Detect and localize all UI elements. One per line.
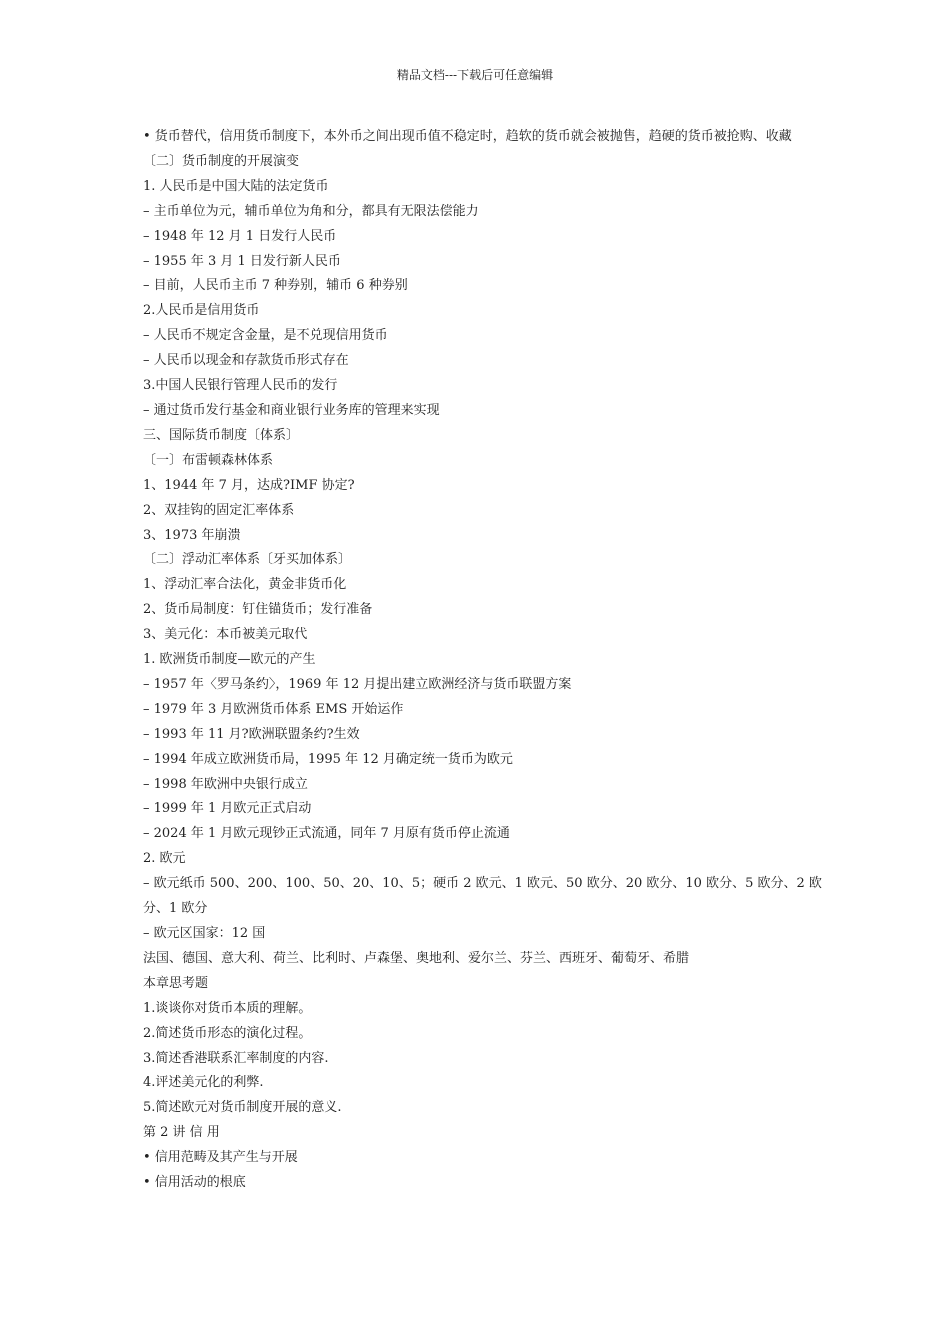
- document-body: [143, 125, 823, 1196]
- list-item: 2、双挂钩的固定汇率体系: [143, 502, 295, 518]
- list-item: 1、1944 年 7 月，达成?IMF 协定?: [143, 477, 355, 493]
- section-heading: 〔二〕货币制度的开展演变: [143, 153, 300, 169]
- list-item: – 人民币不规定含金量，是不兑现信用货币: [143, 328, 388, 344]
- list-item: 2.人民币是信用货币: [143, 303, 260, 319]
- section-heading: 本章思考题: [143, 975, 209, 991]
- list-item: – 人民币以现金和存款货币形式存在: [143, 353, 349, 369]
- list-item: 3、美元化：本币被美元取代: [143, 627, 308, 643]
- bullet-item: • 信用活动的根底: [143, 1175, 246, 1191]
- list-item: – 欧元区国家：12 国: [143, 926, 266, 941]
- list-item: – 1994 年成立欧洲货币局，1995 年 12 月确定统一货币为欧元: [143, 751, 513, 767]
- chapter-heading: 第 2 讲 信 用: [143, 1125, 220, 1141]
- list-item: – 1999 年 1 月欧元正式启动: [143, 801, 312, 817]
- section-heading: 三、国际货币制度〔体系〕: [143, 427, 300, 443]
- list-item: – 1993 年 11 月?欧洲联盟条约?生效: [143, 726, 360, 742]
- paragraph-currency-substitution: • 货币替代，信用货币制度下，本外币之间出现币值不稳定时，趋软的货币就会被抛售，趋硬的货币被抢购、收藏: [143, 129, 792, 144]
- section-heading: 〔二〕浮动汇率体系〔牙买加体系〕: [143, 552, 352, 568]
- list-item: – 1979 年 3 月欧洲货币体系 EMS 开始运作: [143, 701, 404, 717]
- page-header: 精品文档---下载后可任意编辑: [396, 68, 554, 82]
- question-item: 4.评述美元化的利弊.: [143, 1075, 264, 1091]
- question-item: 5.简述欧元对货币制度开展的意义.: [143, 1100, 342, 1116]
- list-item-eurozone-countries: 法国、德国、意大利、荷兰、比利时、卢森堡、奥地利、爱尔兰、芬兰、西班牙、葡萄牙、希腊: [143, 950, 690, 966]
- list-item: 2、货币局制度：钉住锚货币；发行准备: [143, 602, 373, 618]
- list-item: 1、浮动汇率合法化，黄金非货币化: [143, 577, 347, 593]
- list-item: 3、1973 年崩溃: [143, 527, 241, 543]
- list-item: – 2024 年 1 月欧元现钞正式流通，同年 7 月原有货币停止流通: [143, 826, 510, 842]
- list-item: – 1998 年欧洲中央银行成立: [143, 776, 308, 792]
- list-item: – 目前，人民币主币 7 种券别，辅币 6 种券别: [143, 278, 408, 294]
- list-item: – 主币单位为元，辅币单位为角和分，都具有无限法偿能力: [143, 203, 479, 219]
- list-item: – 1955 年 3 月 1 日发行新人民币: [143, 253, 341, 269]
- list-item: 1. 人民币是中国大陆的法定货币: [143, 178, 329, 194]
- question-item: 1.谈谈你对货币本质的理解。: [143, 1000, 312, 1016]
- question-item: 2.简述货币形态的演化过程。: [143, 1025, 312, 1041]
- list-item: – 1957 年〈罗马条约〉，1969 年 12 月提出建立欧洲经济与货币联盟方案: [143, 676, 572, 692]
- question-item: 3.简述香港联系汇率制度的内容.: [143, 1050, 329, 1066]
- list-item: 2. 欧元: [143, 851, 186, 867]
- list-item: – 通过货币发行基金和商业银行业务库的管理来实现: [143, 402, 440, 418]
- list-item-euro-denominations: – 欧元纸币 500、200、100、50、20、10、5；硬币 2 欧元、1 欧元、50 欧分、20 欧分、10 欧分、5 欧分、2 欧分、1 欧分: [143, 876, 822, 917]
- section-heading: 〔一〕布雷顿森林体系: [143, 452, 274, 468]
- bullet-item: • 信用范畴及其产生与开展: [143, 1150, 298, 1166]
- list-item: 3.中国人民银行管理人民币的发行: [143, 378, 338, 394]
- list-item: – 1948 年 12 月 1 日发行人民币: [143, 228, 337, 244]
- list-item: 1. 欧洲货币制度—欧元的产生: [143, 652, 316, 668]
